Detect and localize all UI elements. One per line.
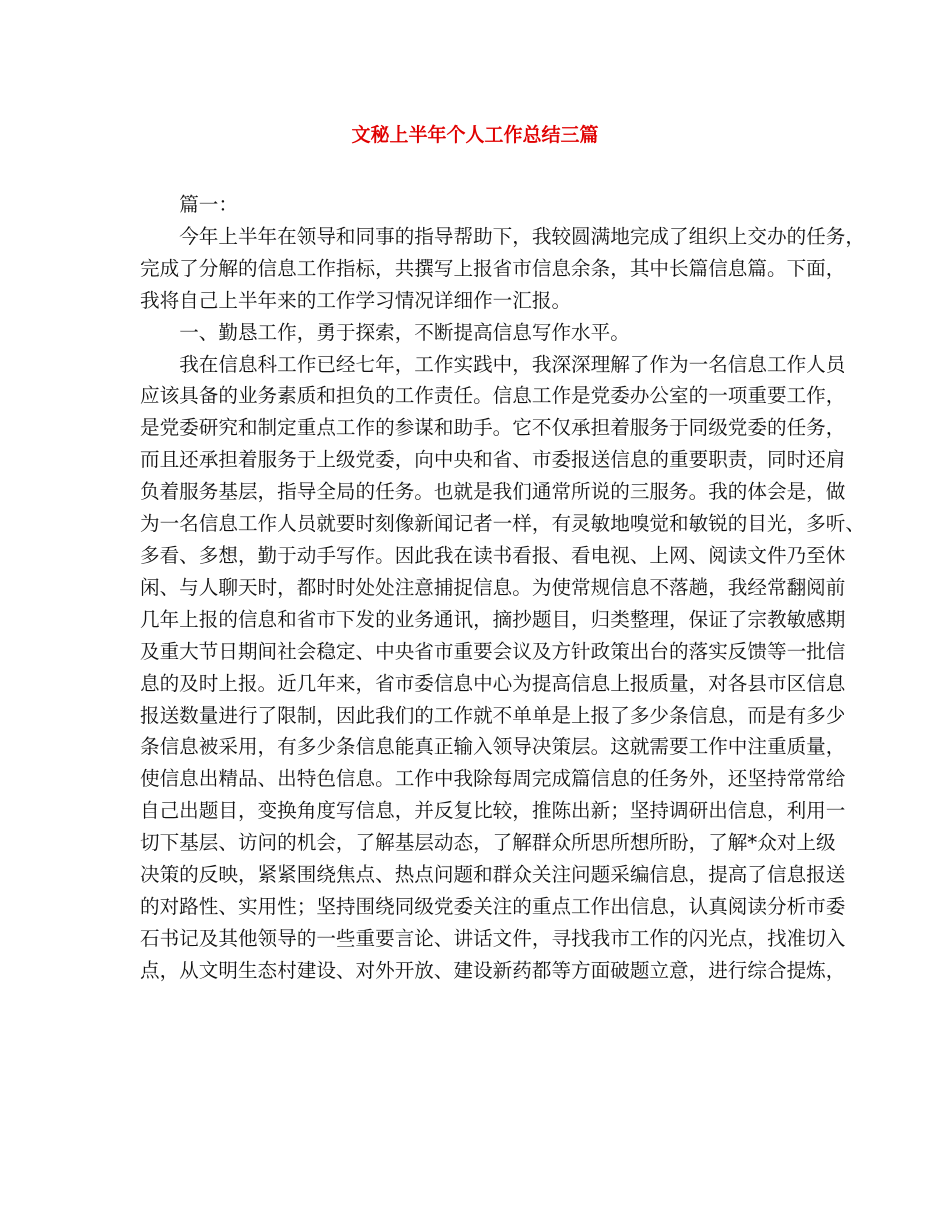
text-line: 石书记及其他领导的一些重要言论、讲话文件，寻找我市工作的闪光点，找准切入: [140, 926, 846, 950]
text-line: 多看、多想，勤于动手写作。因此我在读书看报、看电视、上网、阅读文件乃至休: [140, 543, 846, 567]
text-line: 一、勤恳工作，勇于探索，不断提高信息写作水平。: [179, 320, 630, 344]
text-line: 条信息被采用，有多少条信息能真正输入领导决策层。这就需要工作中注重质量，: [140, 735, 846, 759]
text-line: 为一名信息工作人员就要时刻像新闻记者一样，有灵敏地嗅觉和敏锐的目光，多听、: [140, 512, 865, 536]
text-line: 决策的反映，紧紧围绕焦点、热点问题和群众关注问题采编信息，提高了信息报送: [140, 863, 846, 887]
paragraph-main: [140, 349, 865, 987]
text-line: 几年上报的信息和省市下发的业务通讯，摘抄题目，归类整理，保证了宗教敏感期: [140, 607, 846, 631]
text-line: 使信息出精品、出特色信息。工作中我除每周完成篇信息的任务外，还坚持常常给: [140, 767, 846, 791]
text-line: 今年上半年在领导和同事的指导帮助下，我较圆满地完成了组织上交办的任务，: [179, 224, 865, 248]
text-line: 切下基层、访问的机会，了解基层动态，了解群众所思所想所盼，了解*众对上级: [140, 831, 836, 855]
text-line: 报送数量进行了限制，因此我们的工作就不单单是上报了多少条信息，而是有多少: [140, 703, 846, 727]
text-line: 及重大节日期间社会稳定、中央省市重要会议及方针政策出台的落实反馈等一批信: [140, 639, 846, 663]
paragraph-intro: [140, 221, 865, 317]
text-line: 闲、与人聊天时，都时时处处注意捕捉信息。为使常规信息不落趟，我经常翻阅前: [140, 575, 846, 599]
text-line: 的对路性、实用性；坚持围绕同级党委关注的重点工作出信息，认真阅读分析市委: [140, 894, 846, 918]
text-line: 而且还承担着服务于上级党委，向中央和省、市委报送信息的重要职责，同时还肩: [140, 448, 846, 472]
text-line: 负着服务基层，指导全局的任务。也就是我们通常所说的三服务。我的体会是，做: [140, 480, 846, 504]
text-line: 息的及时上报。近几年来，省市委信息中心为提高信息上报质量，对各县市区信息: [140, 671, 846, 695]
paragraph-section-label: [140, 189, 816, 221]
text-line: 应该具备的业务素质和担负的工作责任。信息工作是党委办公室的一项重要工作，: [140, 384, 846, 408]
text-line: 自己出题目，变换角度写信息，并反复比较，推陈出新；坚持调研出信息，利用一: [140, 799, 846, 823]
text-line: 我在信息科工作已经七年，工作实践中，我深深理解了作为一名信息工作人员: [179, 352, 846, 376]
text-line: 完成了分解的信息工作指标，共撰写上报省市信息余条，其中长篇信息篇。下面，: [140, 256, 846, 280]
text-line: 点，从文明生态村建设、对外开放、建设新药都等方面破题立意，进行综合提炼，: [140, 958, 846, 982]
text-line: 是党委研究和制定重点工作的参谋和助手。它不仅承担着服务于同级党委的任务，: [140, 416, 846, 440]
text-line: 篇一：: [179, 193, 238, 216]
text-line: 我将自己上半年来的工作学习情况详细作一汇报。: [140, 288, 572, 312]
paragraph-heading: [140, 317, 816, 349]
document-body: [140, 189, 865, 987]
document-title: 文秘上半年个人工作总结三篇: [351, 124, 599, 146]
